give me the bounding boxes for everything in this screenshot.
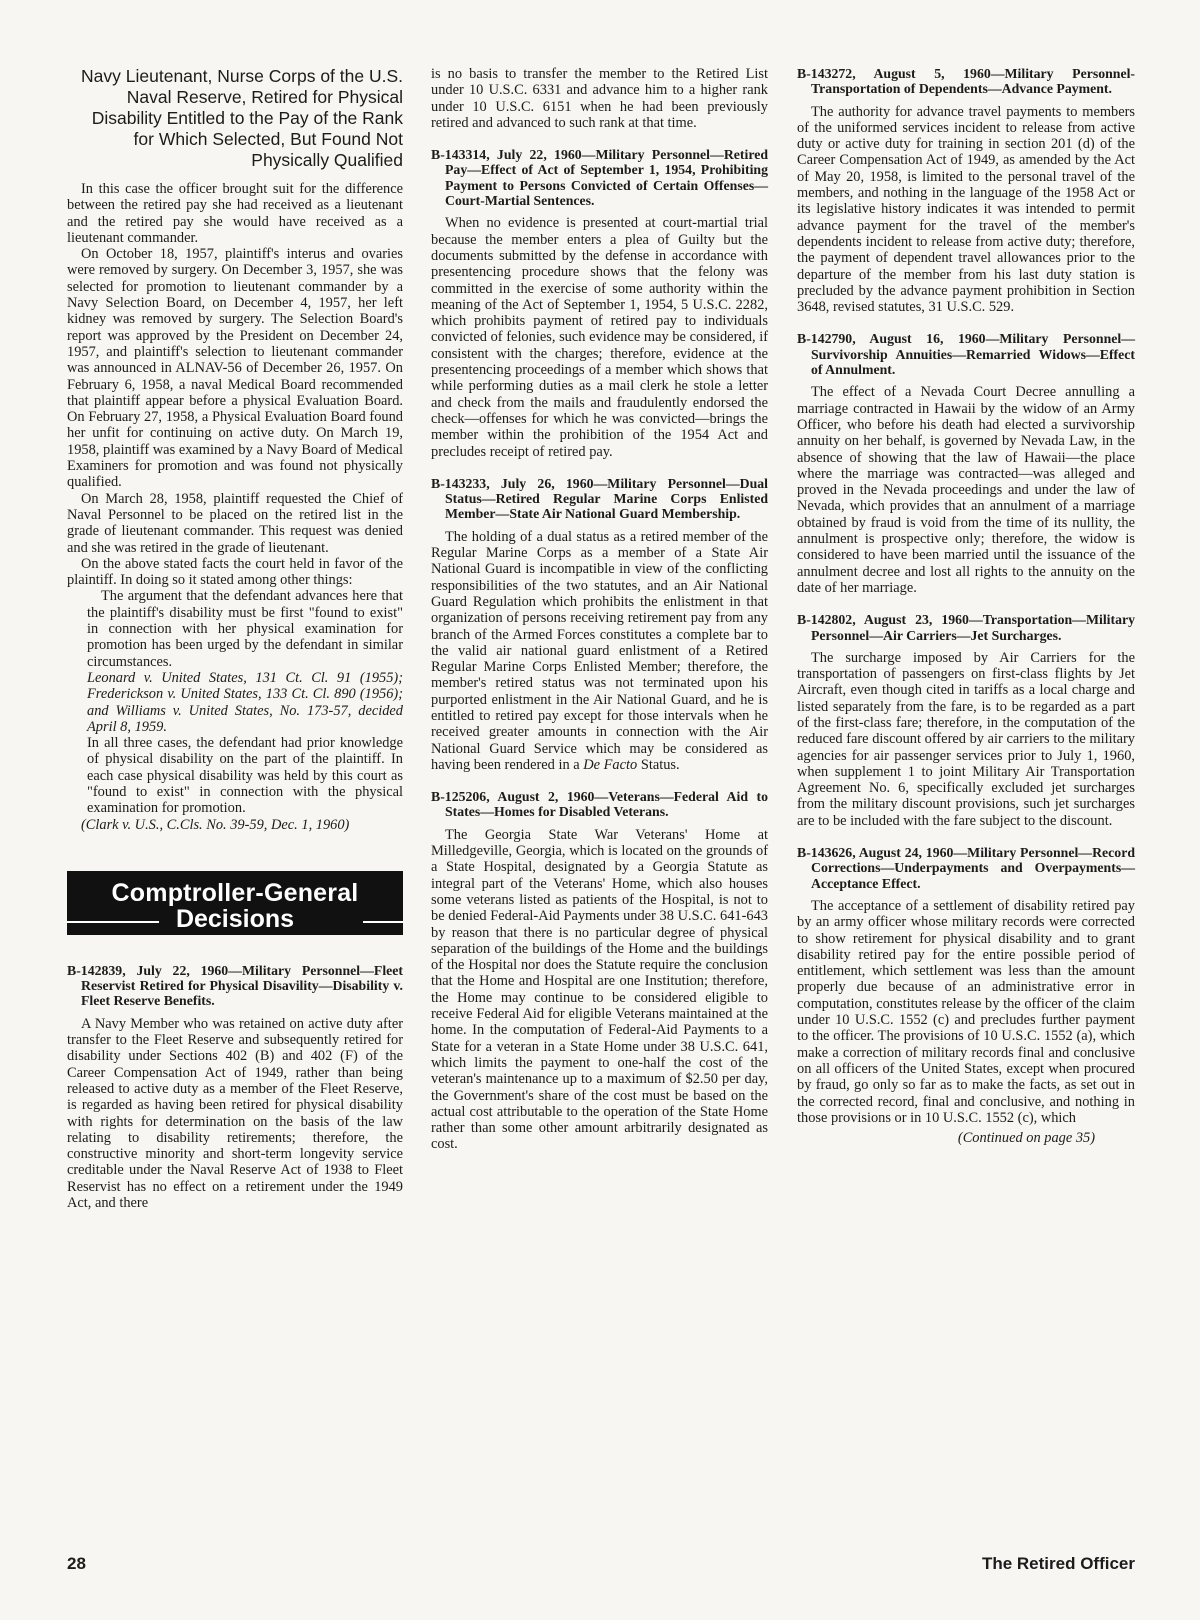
court-quote bbox=[67, 588, 403, 816]
decision-heading: B-143272, August 5, 1960—Military Personnel-Transportation of Dependents—Advance Payment. bbox=[797, 66, 1135, 97]
decision-heading: B-142839, July 22, 1960—Military Personnel—Fleet Reservist Retired for Physical Disavility—Disability v. Fleet Reserve Benefits. bbox=[67, 962, 403, 1009]
continued-note: (Continued on page 35) bbox=[957, 1130, 1095, 1147]
column-3 bbox=[797, 66, 1135, 1147]
quote-text: In all three cases, the defendant had prior knowledge of physical disability on the part of the plaintiff. In each case physical disability was held by this court as "found to exist" in connection with the physical examination for promotion. bbox=[87, 735, 403, 817]
decision-text: A Navy Member who was retained on active duty after transfer to the Fleet Reserve and subsequently retired for disability under Sections 402 (B) and 402 (F) of the Career Compensation Act of 1949, rather than being released to active duty as a member of the Fleet Reserve, is regarded as having been retired for physical disability with rights for determination on the basis of the law relating to disability retirements; therefore, the constructive minority and short-term longevity service creditable under the Naval Reserve Act of 1938 to Fleet Reservist has no effect on a retirement under the 1949 Act, and there bbox=[67, 1015, 403, 1212]
decision-heading: B-142790, August 16, 1960—Military Personnel—Survivorship Annuities—Remarried Widows—Effect of Annulment. bbox=[797, 331, 1135, 378]
decision-text bbox=[431, 529, 768, 773]
de-facto-term: De Facto bbox=[583, 756, 638, 773]
article-title: Navy Lieutenant, Nurse Corps of the U.S. Naval Reserve, Retired for Physical Disability Entitled to the Pay of the Rank for Which Selected, But Found Not Physically Qualified bbox=[81, 66, 403, 170]
decision-heading: B-143626, August 24, 1960—Military Personnel—Record Corrections—Underpayments and Overpayments—Acceptance Effect. bbox=[797, 845, 1135, 891]
decision-heading: B-143233, July 26, 1960—Military Personnel—Dual Status—Retired Regular Marine Corps Enlisted Member—State Air National Guard Membership. bbox=[431, 475, 768, 522]
quote-case-citations: Leonard v. United States, 131 Ct. Cl. 91 (1955); Frederickson v. United States, 133 Ct. Cl. 890 (1956); and Williams v. United States, No. 173-57, decided April 8, 1959. bbox=[87, 669, 403, 735]
decision-text: The authority for advance travel payments to members of the uniformed services incident to release from active duty or active duty for training in section 201 (d) of the Career Compensation Act of 1949, as amended by the Act of May 20, 1958, is limited to the personal travel of the members, and nothing in the language of the 1958 Act or its legislative history indicates it was intended to permit advance payment for the travel of the member's dependents incident to release from active duty; therefore, the payment of dependent travel allowances prior to the departure of the member from his last duty station is precluded by the advance payment prohibition in Section 3648, revised statutes, 31 U.S.C. 529. bbox=[797, 103, 1135, 316]
article-paragraph: On March 28, 1958, plaintiff requested the Chief of Naval Personnel to be placed on the retired list in the grade of lieutenant commander. This request was denied and she was retired in the grade of lieutenant. bbox=[67, 490, 403, 556]
case-citation: (Clark v. U.S., C.Cls. No. 39-59, Dec. 1, 1960) bbox=[81, 816, 350, 833]
section-banner-line1: Comptroller-General bbox=[111, 878, 359, 907]
article-paragraph: On October 18, 1957, plaintiff's interus and ovaries were removed by surgery. On December 3, 1957, she was selected for promotion to lieutenant commander by a Navy Selection Board, on December 4, 1957, her left kidney was removed by surgery. The Selection Board's report was approved by the President on December 24, 1957, and plaintiff's selection to lieutenant commander was announced in ALNAV-56 of December 26, 1957. On February 6, 1958, a naval Medical Board recommended that plaintiff appear before a physical Evaluation Board. On February 27, 1958, a Physical Evaluation Board found her unfit for continuing on active duty. On March 19, 1958, plaintiff was examined by a Navy Board of Medical Examiners for promotion and was found not physically qualified. bbox=[67, 246, 403, 491]
quote-text: The argument that the defendant advances here that the plaintiff's disability must be first "found to exist" in connection with her physical examination for promotion has been urged by the defendant in similar circumstances. bbox=[87, 588, 403, 670]
decision-text: When no evidence is presented at court-martial trial because the member enters a plea of Guilty but the documents submitted by the defense in accordance with presentencing procedure shows that the felony was committed in the exercise of some authority within the meaning of the Act of September 1, 1954, 5 U.S.C. 2282, which prohibits payment of retired pay to individuals convicted of felonies, such evidence may be considered, if consistent with the charges; therefore, evidence at the presentencing proceedings of a member which shows that while performing duties as a mail clerk he stole a letter and check from the mails and fraudulently endorsed the check—offenses for which he was convicted—brings the member within the prohibition of the 1954 Act and precludes receipt of retired pay. bbox=[431, 215, 768, 460]
publication-name: The Retired Officer bbox=[981, 1554, 1135, 1573]
section-banner bbox=[67, 871, 403, 935]
decision-text-continued: is no basis to transfer the member to the Retired List under 10 U.S.C. 6331 and advance him to a higher rank under 10 U.S.C. 6151 when he had been previously retired and advanced to such rank at that time. bbox=[431, 66, 768, 131]
decision-heading: B-125206, August 2, 1960—Veterans—Federal Aid to States—Homes for Disabled Veterans. bbox=[431, 789, 768, 820]
column-2 bbox=[431, 66, 768, 1153]
article-paragraph: In this case the officer brought suit for the difference between the retired pay she had received as a lieutenant and the retired pay she would have received as a lieutenant commander. bbox=[67, 181, 403, 246]
article-paragraph: On the above stated facts the court held in favor of the plaintiff. In doing so it stated among other things: bbox=[67, 555, 403, 589]
column-1 bbox=[67, 66, 403, 1211]
decision-heading: B-143314, July 22, 1960—Military Personnel—Retired Pay—Effect of Act of September 1, 1954, Prohibiting Payment to Persons Convicted of Certain Offenses—Court-Martial Sentences. bbox=[431, 147, 768, 209]
decision-text: The acceptance of a settlement of disability retired pay by an army officer whose military records were corrected to show retirement for physical disability and to grant disability retired pay for the entire possible period of entitlement, which settlement was less than the amount properly due because of an administrative error in computation, constitutes release by the officer of the claim under 10 U.S.C. 1552 (c) and precludes further payment to the officer. The provisions of 10 U.S.C. 1552 (a), which make a correction of military records final and conclusive on all officers of the United States, except when procured by fraud, go only so far as to make the facts, as set out in the corrected record, final and conclusive, and nothing in those provisions or in 10 U.S.C. 1552 (c), which bbox=[797, 897, 1135, 1126]
section-banner-line2: Decisions bbox=[175, 904, 295, 933]
decision-text: The Georgia State War Veterans' Home at Milledgeville, Georgia, which is located on the grounds of a State Hospital, designated by a Georgia Statute as integral part of the Veterans' Home, which also houses some veterans listed as patients of the Hospital, is not to be denied Federal-Aid Payments under 38 U.S.C. 641-643 by reason that there is no particular degree of physical separation of the buildings of the Home and the buildings of the Hospital nor does the Statute require the conclusion that the Home and Hospital are one Institution; therefore, the Home may continue to be considered eligible to receive Federal Aid for eligible Veterans maintained at the home. In the computation of Federal-Aid Payments to a State for a veteran in a State Home under 38 U.S.C. 641, which limits the payment to one-half the cost of the veteran's maintenance up to a maximum of $2.50 per day, the Government's share of the cost must be based on the actual cost attributable to the operation of the State Home rather than some other amount arbitrarily designated as cost. bbox=[431, 826, 768, 1153]
page-number: 28 bbox=[67, 1554, 86, 1573]
decision-text-end: Status. bbox=[640, 756, 680, 773]
banner-rule-right bbox=[363, 921, 403, 923]
decision-heading: B-142802, August 23, 1960—Transportation—Military Personnel—Air Carriers—Jet Surcharges. bbox=[797, 612, 1135, 643]
decision-text: The effect of a Nevada Court Decree annulling a marriage contracted in Hawaii by the widow of an Army Officer, who before his death had elected a survivorship annuity on her behalf, is governed by Nevada Law, in the absence of showing that the law of Hawaii—the place where the marriage was contracted—was alleged and proved in the Nevada proceedings and under the law of Nevada, which provides that an annulment of a marriage obtained by fraud is void from the time of its nullity, the annulment is prospective only; therefore, the widow is considered to have been married until the issuance of the annulment decree and lost all rights to the annuity on the date of her marriage. bbox=[797, 384, 1135, 596]
decision-text: The surcharge imposed by Air Carriers for the transportation of passengers on first-class flights by Jet Aircraft, even though cited in tariffs as a local charge and listed separately from the fare, is to be regarded as a part of the first-class fare; therefore, in the computation of the reduced fare discount offered by air carriers to the military agencies for air passenger services prior to July 1, 1960, when supplement 1 to joint Military Air Transportation Agreement No. 6, specifically excluded jet surcharges from the military discount provisions, such jet surcharges are to be included with the fare subject to the discount. bbox=[797, 649, 1135, 829]
decision-text-body: The holding of a dual status as a retired member of the Regular Marine Corps as a member of a State Air National Guard is incompatible in view of the conflicting responsibilities of the two statutes, and an Air National Guard Regulation which prohibits the enlistment in that organization of persons receiving retirement pay from any branch of the Armed Forces constitutes a complete bar to the valid air national guard enlistment of a Retired Regular Marine Corps Enlisted Member; therefore, the member's retired status was not terminated upon his purported enlistment in the Air National Guard, and he is entitled to retired pay except for those intervals when he received greater amounts in connection with the Air National Guard Service which may be considered as having been rendered in a bbox=[431, 528, 768, 773]
